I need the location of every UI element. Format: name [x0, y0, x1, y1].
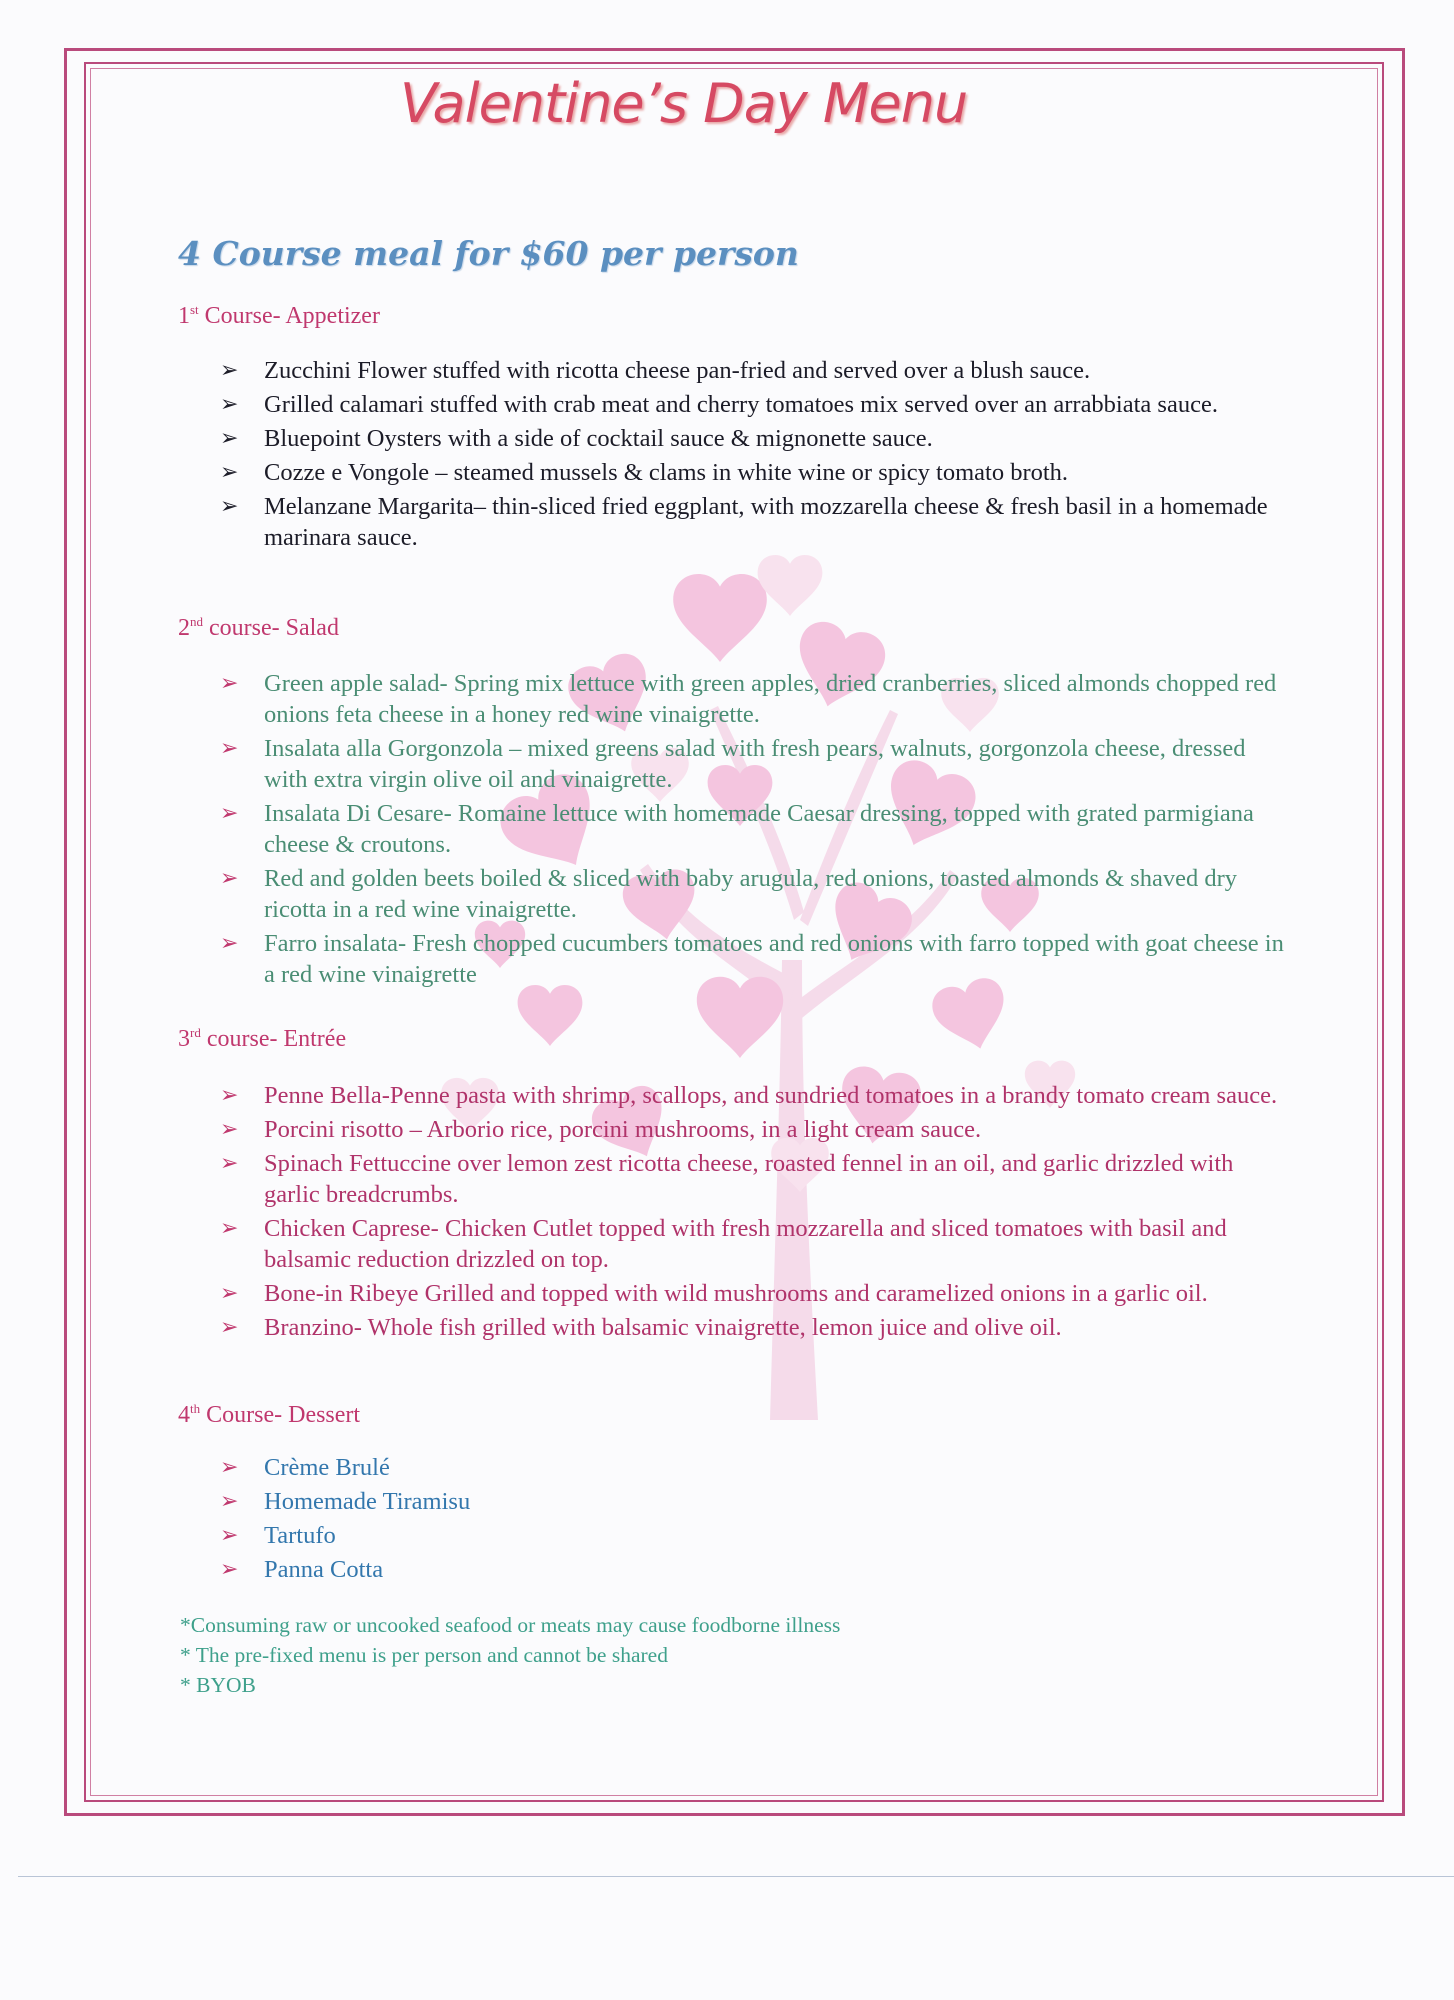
arrowhead-bullet-icon: ➢: [220, 801, 239, 826]
list-item: ➢ Panna Cotta: [220, 1556, 384, 1583]
arrowhead-bullet-icon: ➢: [220, 736, 239, 761]
arrowhead-bullet-icon: ➢: [220, 1083, 239, 1108]
arrowhead-bullet-icon: ➢: [220, 460, 239, 485]
list-item: ➢ Red and golden beets boiled & sliced with baby arugula, red onions, toasted almonds & shaved dry ricotta in a red wine vinaigrette.: [220, 865, 1237, 923]
arrowhead-bullet-icon: ➢: [220, 1315, 239, 1340]
arrowhead-bullet-icon: ➢: [220, 1557, 239, 1582]
course-heading-appetizer: 1st Course- Appetizer: [178, 302, 380, 329]
arrowhead-bullet-icon: ➢: [220, 1489, 239, 1514]
arrowhead-bullet-icon: ➢: [220, 866, 239, 891]
arrowhead-bullet-icon: ➢: [220, 671, 239, 696]
list-item: ➢ Crème Brulé: [220, 1454, 390, 1481]
note-byob: * BYOB: [180, 1673, 256, 1697]
course-heading-entree: 3rd course- Entrée: [178, 1025, 347, 1052]
list-item: ➢ Green apple salad- Spring mix lettuce with green apples, dried cranberries, sliced almonds chopped red onions feta cheese in a honey red wine vinaigrette.: [220, 670, 1277, 728]
menu-title: Valentine’s Day Menu: [400, 72, 968, 135]
list-item: ➢ Porcini risotto – Arborio rice, porcini mushrooms, in a light cream sauce.: [220, 1116, 982, 1143]
course-heading-dessert: 4th Course- Dessert: [178, 1401, 361, 1428]
note-prefixed-menu: * The pre-fixed menu is per person and cannot be shared: [180, 1643, 668, 1667]
arrowhead-bullet-icon: ➢: [220, 1523, 239, 1548]
arrowhead-bullet-icon: ➢: [220, 1455, 239, 1480]
list-item: ➢ Grilled calamari stuffed with crab meat and cherry tomatoes mix served over an arrabbiata sauce.: [220, 391, 1218, 418]
menu-subtitle: 4 Course meal for $60 per person: [178, 234, 799, 273]
arrowhead-bullet-icon: ➢: [220, 358, 239, 383]
list-item: ➢ Penne Bella-Penne pasta with shrimp, scallops, and sundried tomatoes in a brandy tomato cream sauce.: [220, 1082, 1278, 1109]
list-item: ➢ Bone-in Ribeye Grilled and topped with wild mushrooms and caramelized onions in a garlic oil.: [220, 1280, 1208, 1307]
arrowhead-bullet-icon: ➢: [220, 931, 239, 956]
arrowhead-bullet-icon: ➢: [220, 1281, 239, 1306]
list-item: ➢ Homemade Tiramisu: [220, 1488, 471, 1515]
list-item: ➢ Chicken Caprese- Chicken Cutlet topped with fresh mozzarella and sliced tomatoes with basil and balsamic reduction drizzled on top.: [220, 1215, 1227, 1273]
list-item: ➢ Spinach Fettuccine over lemon zest ricotta cheese, roasted fennel in an oil, and garlic drizzled with garlic breadcrumbs.: [220, 1150, 1234, 1208]
course-heading-salad: 2nd course- Salad: [178, 614, 339, 641]
list-item: ➢ Tartufo: [220, 1522, 336, 1549]
arrowhead-bullet-icon: ➢: [220, 1216, 239, 1241]
list-item: ➢ Melanzane Margarita– thin-sliced fried eggplant, with mozzarella cheese & fresh basil in a homemade marinara sauce.: [220, 493, 1268, 551]
arrowhead-bullet-icon: ➢: [220, 426, 239, 451]
list-item: ➢ Bluepoint Oysters with a side of cocktail sauce & mignonette sauce.: [220, 425, 933, 452]
list-item: ➢ Farro insalata- Fresh chopped cucumbers tomatoes and red onions with farro topped with goat cheese in a red wine vinaigrette: [220, 930, 1284, 988]
arrowhead-bullet-icon: ➢: [220, 392, 239, 417]
menu-notes: [180, 1610, 840, 1700]
note-seafood-warning: *Consuming raw or uncooked seafood or meats may cause foodborne illness: [180, 1613, 841, 1637]
list-item: ➢ Cozze e Vongole – steamed mussels & clams in white wine or spicy tomato broth.: [220, 459, 1069, 486]
arrowhead-bullet-icon: ➢: [220, 494, 239, 519]
arrowhead-bullet-icon: ➢: [220, 1151, 239, 1176]
list-item: ➢ Branzino- Whole fish grilled with balsamic vinaigrette, lemon juice and olive oil.: [220, 1314, 1062, 1341]
arrowhead-bullet-icon: ➢: [220, 1117, 239, 1142]
appetizer-list: [220, 355, 1290, 556]
list-item: ➢ Insalata alla Gorgonzola – mixed greens salad with fresh pears, walnuts, gorgonzola cheese, dressed with extra virgin olive oil and vinaigrette.: [220, 735, 1246, 793]
salad-list: [220, 668, 1290, 993]
entree-list: [220, 1080, 1290, 1346]
dessert-list: [220, 1452, 1290, 1588]
list-item: ➢ Insalata Di Cesare- Romaine lettuce with homemade Caesar dressing, topped with grated parmigiana cheese & croutons.: [220, 800, 1254, 858]
list-item: ➢ Zucchini Flower stuffed with ricotta cheese pan-fried and served over a blush sauce.: [220, 357, 1091, 384]
